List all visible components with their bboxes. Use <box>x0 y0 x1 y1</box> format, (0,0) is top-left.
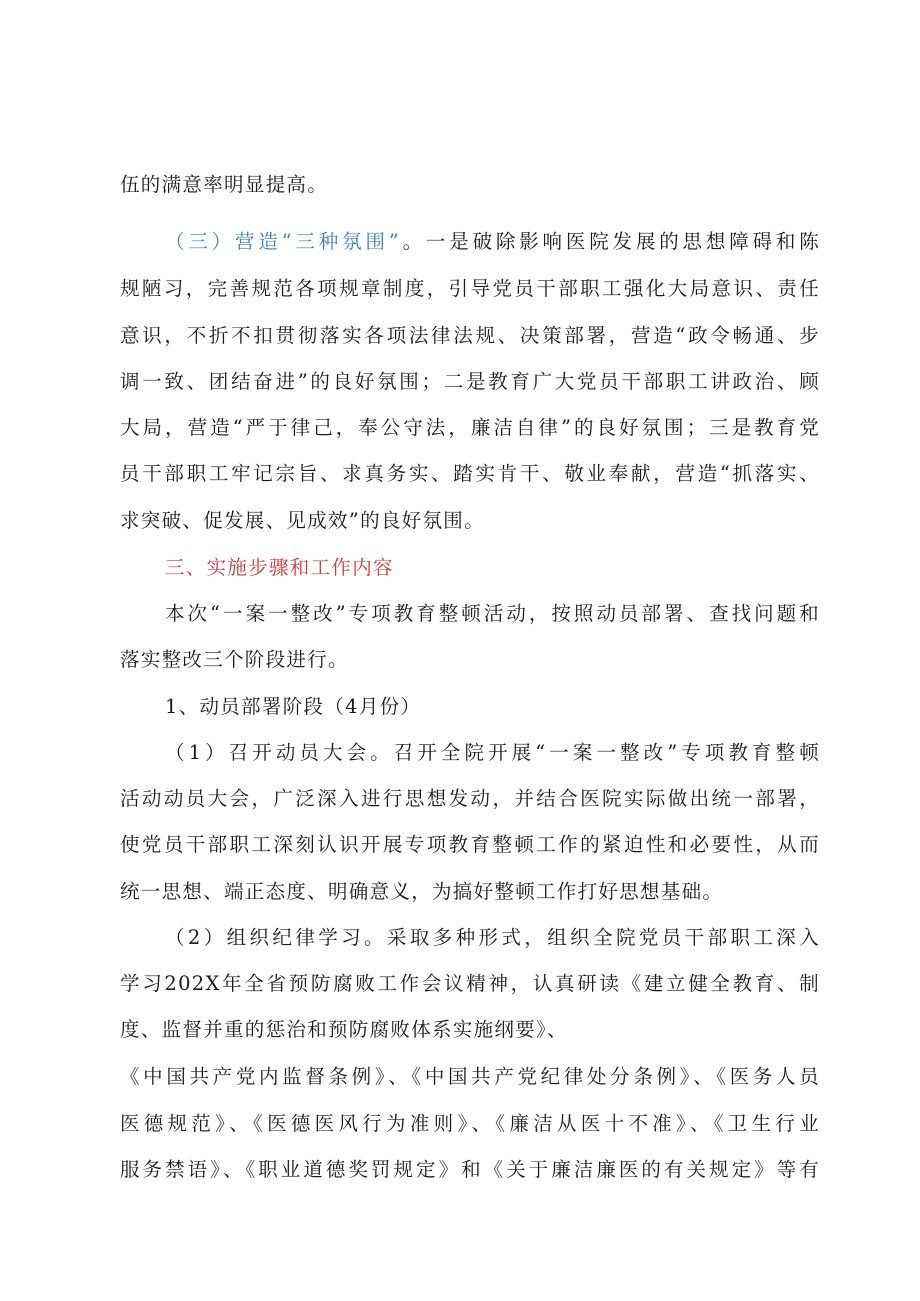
text-line: 求突破、促发展、见成效”的良好氛围。 <box>120 509 485 532</box>
text-line: 员干部职工牢记宗旨、求真务实、踏实肯干、敬业奉献，营造“抓落实、 <box>120 462 820 485</box>
text-line: 学习202X年全省预防腐败工作会议精神，认真研读《建立健全教育、制 <box>120 972 820 995</box>
subsection-heading: （三）营造“三种氛围” <box>165 230 401 253</box>
item-heading: （1）召开动员大会。召开全院开展“一案一整改”专项教育整顿 <box>165 741 820 764</box>
text-line: 度、监督并重的惩治和预防腐败体系实施纲要》、 <box>120 1018 568 1041</box>
text-line: 落实整改三个阶段进行。 <box>120 648 349 671</box>
text-line: 服务禁语》、《职业道德奖罚规定》和《关于廉洁廉医的有关规定》等有 <box>120 1158 820 1181</box>
text-line: 本次“一案一整改”专项教育整顿活动，按照动员部署、查找问题和 <box>165 602 820 625</box>
text-line: 调一致、团结奋进”的良好氛围；二是教育广大党员干部职工讲政治、顾 <box>120 370 820 393</box>
text-line: 活动动员大会，广泛深入进行思想发动，并结合医院实际做出统一部署， <box>120 787 820 810</box>
item-heading: （2）组织纪律学习。采取多种形式，组织全院党员干部职工深入 <box>165 926 820 949</box>
text-line: 意识，不折不扣贯彻落实各项法律法规、决策部署，营造“政令畅通、步 <box>120 324 820 347</box>
text-line: 医德规范》、《医德医风行为准则》、《廉洁从医十不准》、《卫生行业 <box>120 1112 820 1135</box>
text-line: 。一是破除影响医院发展的思想障碍和陈 <box>400 230 820 253</box>
text-line: 统一思想、端正态度、明确意义，为搞好整顿工作打好思想基础。 <box>120 880 724 903</box>
text-line: 使党员干部职工深刻认识开展专项教育整顿工作的紧迫性和必要性，从而 <box>120 833 820 856</box>
section-heading: 三、实施步骤和工作内容 <box>165 556 394 579</box>
text-line: 伍的满意率明显提高。 <box>120 173 329 196</box>
text-line: 规陋习，完善规范各项规章制度，引导党员干部职工强化大局意识、责任 <box>120 277 820 300</box>
paragraph-continuation <box>120 172 820 198</box>
subsection-three-atmospheres <box>165 229 820 255</box>
subsection-heading: 1、动员部署阶段（4月份） <box>165 695 422 718</box>
text-line: 大局，营造“严于律己，奉公守法，廉洁自律”的良好氛围；三是教育党 <box>120 416 820 439</box>
text-line: 《中国共产党内监督条例》、《中国共产党纪律处分条例》、《医务人员 <box>120 1065 820 1088</box>
